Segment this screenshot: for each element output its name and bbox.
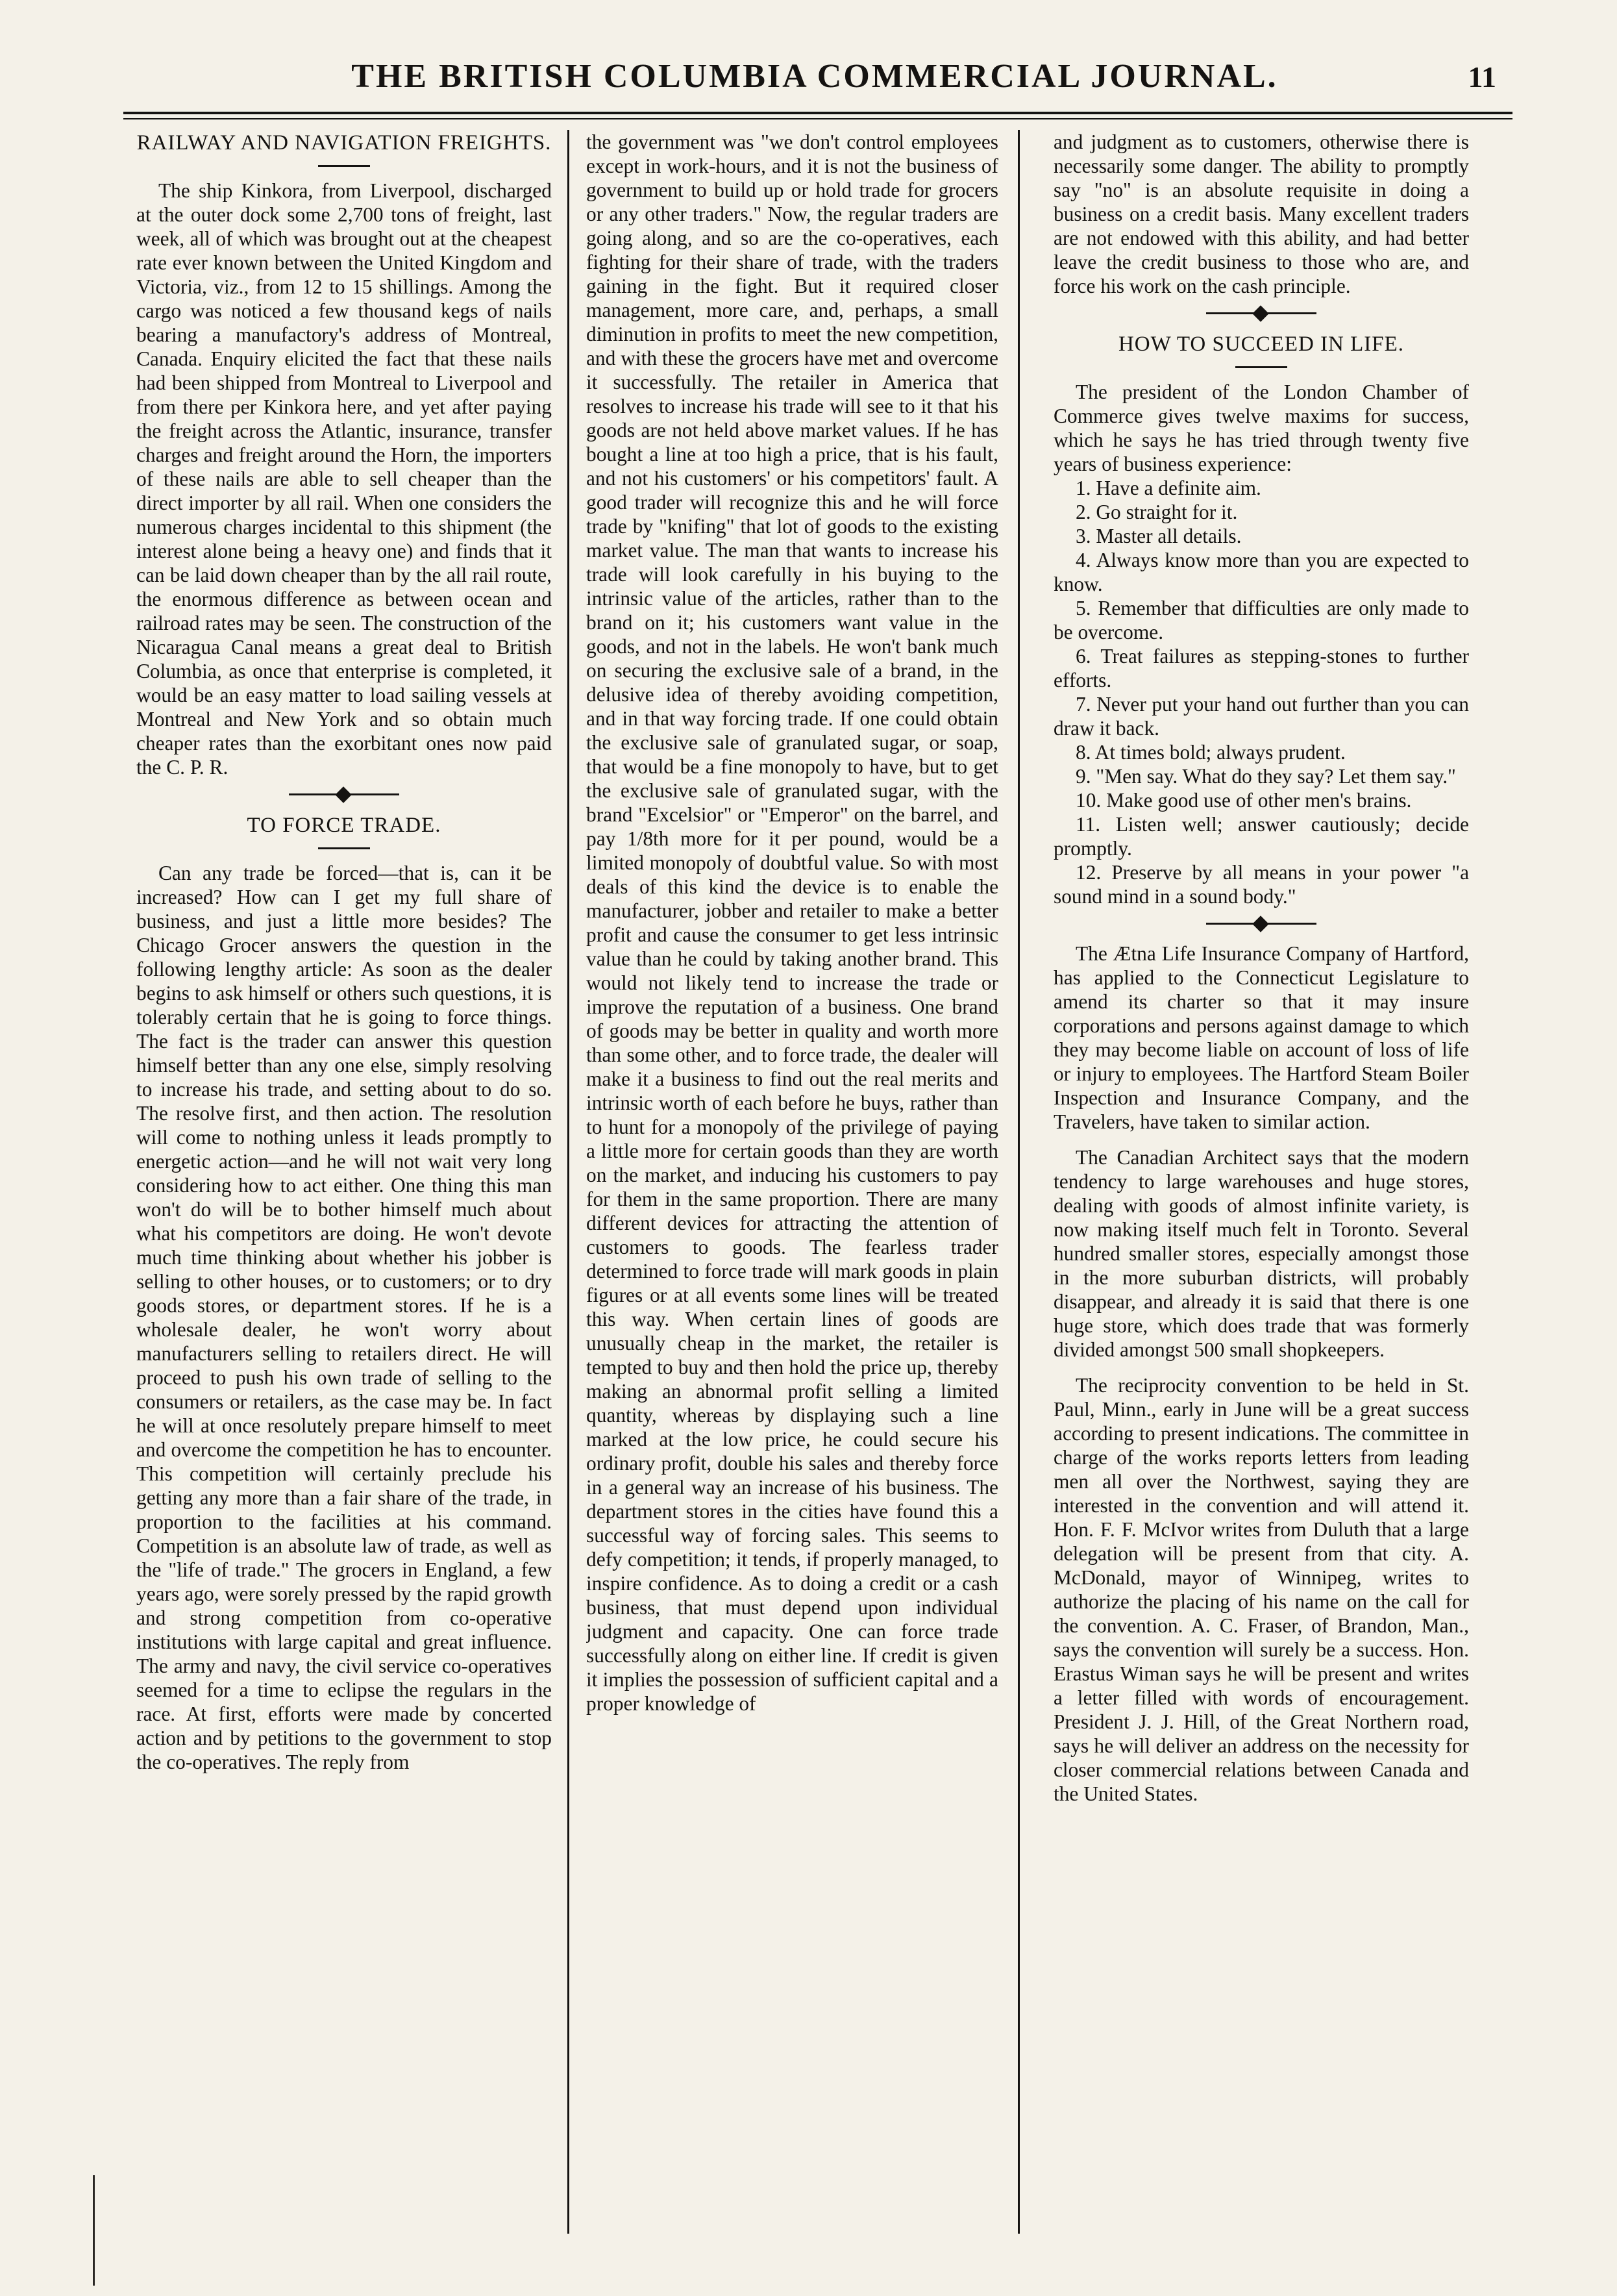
header-rule (123, 112, 1512, 114)
maxim-item: 4. Always know more than you are expected to know. (1054, 549, 1469, 595)
column-3 (1054, 130, 1469, 2201)
page-header (130, 43, 1500, 95)
force-trade-body-end: and judgment as to customers, otherwise there is necessarily some danger. The ability to promptly say "no" is an absolute requisite in doing a business on a credit basis. Many excellent traders are not endowed with this ability, and had better leave the credit business to those who are, and force his work on the cash principle. (1054, 131, 1469, 297)
maxim-item: 10. Make good use of other men's brains. (1076, 789, 1412, 812)
maxim-item: 5. Remember that difficulties are only made to be overcome. (1054, 597, 1469, 643)
force-trade-body: Can any trade be forced—that is, can it be increased? How can I get my full share of business, and just a little more besides? The Chicago Grocer answers the question in the following lengthy article: As soon as the dealer begins to ask himself or others such questions, it is tolerably certain that he is going to force things. The fact is the trader can answer this question himself better than any one else, simply resolving to increase his trade, and setting about to do so. The resolve first, and then action. The resolution will come to nothing unless it leads promptly to energetic action—and he will not wait very long considering how to act either. One thing this man won't do will be to bother himself much about what his competitors are doing. He won't devote much time thinking about whether his jobber is selling to other houses, or to customers; or to dry goods stores, or department stores. If he is a wholesale dealer, he won't worry about manufacturers selling to retailers direct. He will proceed to push his own trade of selling to the consumers or retailers, as the case may be. In fact he will at once resolutely prepare himself to meet and overcome the competition he has to encounter. This competition will certainly preclude his getting any more than a fair share of the trade, in proportion to the facilities at his command. Competition is an absolute law of trade, as well as the "life of trade." The grocers in England, a few years ago, were sorely pressed by the rapid growth and strong competition from co-operative institutions with large capital and great influence. The army and navy, the civil service co-operatives seemed for a time to eclipse the regulars in the race. At first, efforts were made by concerted action and by petitions to the government to stop the co-operatives. The reply from (136, 862, 552, 1773)
maxim-item: 11. Listen well; answer cautiously; decide promptly. (1054, 813, 1469, 860)
heading-dash (1235, 366, 1287, 368)
article-separator (1206, 312, 1316, 314)
aetna-body: The Ætna Life Insurance Company of Hartford, has applied to the Connecticut Legislature to amend its charter so that it may insure corporations and persons against damage to which they may become liable on account of loss of life or injury to employees. The Hartford Steam Boiler Inspection and Insurance Company, and the Travelers, have taken to similar action. (1054, 942, 1469, 1133)
succeed-intro: The president of the London Chamber of Commerce gives twelve maxims for success, which he says he has tried through twenty five years of business experience: (1054, 381, 1469, 475)
column-divider (1018, 130, 1020, 2234)
reciprocity-body: The reciprocity convention to be held in St. Paul, Minn., early in June will be a great success according to present indications. The committee in charge of the works reports letters from leading men all over the Northwest, saying they are interested in the convention and will attend it. Hon. F. F. McIvor writes from Duluth that a large delegation will be present from that city. A. McDonald, mayor of Winnipeg, writes to authorize the placing of his name on the call for the convention. A. C. Fraser, of Brandon, Man., says the convention will surely be a success. Hon. Erastus Wiman says he will be present and writes a letter filled with words of encouragement. President J. J. Hill, of the Great Northern road, says he will deliver an address on the necessity for closer commercial relations between Canada and the United States. (1054, 1374, 1469, 1805)
maxim-item: 12. Preserve by all means in your power "a sound mind in a sound body." (1054, 861, 1469, 908)
maxim-item: 3. Master all details. (1076, 525, 1242, 547)
architect-body: The Canadian Architect says that the modern tendency to large warehouses and huge stores, dealing with goods of almost infinite variety, is now making itself much felt in Toronto. Several hundred smaller stores, especially amongst those in the more suburban districts, will probably disappear, and already it is said that there is one huge store, which does trade that was formerly divided amongst 500 small shopkeepers. (1054, 1146, 1469, 1361)
force-trade-heading: TO FORCE TRADE. (247, 814, 441, 837)
maxim-item: 1. Have a definite aim. (1076, 477, 1261, 499)
maxim-item: 6. Treat failures as stepping-stones to further efforts. (1054, 645, 1469, 692)
column-2 (586, 130, 998, 2201)
journal-title: THE BRITISH COLUMBIA COMMERCIAL JOURNAL. (351, 58, 1278, 95)
header-rule-thin (123, 118, 1512, 119)
page-number: 11 (1468, 60, 1496, 94)
heading-dash (318, 165, 370, 167)
succeed-heading: HOW TO SUCCEED IN LIFE. (1118, 332, 1405, 356)
maxim-item: 8. At times bold; always prudent. (1076, 741, 1346, 764)
article-separator (289, 793, 399, 795)
railway-body: The ship Kinkora, from Liverpool, discharged at the outer dock some 2,700 tons of freight, last week, all of which was brought out at the cheapest rate ever known between the United Kingdom and Victoria, viz., from 12 to 15 shillings. Among the cargo was noticed a few thousand kegs of nails bearing a manufactory's address of Montreal, Canada. Enquiry elicited the fact that these nails had been shipped from Montreal to Liverpool and from there per Kinkora here, and yet after paying the freight across the Atlantic, insurance, transfer charges and freight around the Horn, the importers of these nails are able to sell cheaper than the direct importer by all rail. When one considers the numerous charges incidental to this shipment (the interest alone being a heavy one) and finds that it can be laid down cheaper than by the all rail route, the enormous difference as between ocean and railroad rates may be seen. The construction of the Nicaragua Canal means a great deal to British Columbia, as once that enterprise is completed, it would be an easy matter to load sailing vessels at Montreal and New York and so obtain much cheaper rates than the exorbitant ones now paid the C. P. R. (136, 179, 552, 779)
article-separator (1206, 923, 1316, 925)
force-trade-body-continued: the government was "we don't control employees except in work-hours, and it is not the business of government to build up or hold trade for grocers or any other traders." Now, the regular traders are going along, and so are the co-operatives, each fighting for their share of trade, with the traders gaining in the fight. But it required closer management, more care, and, perhaps, a small diminution in profits to meet the new competition, and with these the grocers have met and overcome it successfully. The retailer in America that resolves to increase his trade will see to it that his goods are not held above market values. If he has bought a line at too high a price, that is his fault, and not his customers' or his competitors' fault. A good trader will recognize this and he will force trade by "knifing" that lot of goods to the existing market value. The man that wants to increase his trade will look carefully in his buying to the intrinsic value of the articles, rather than to the brand on it; his customers want value in the goods, and not in the labels. He won't bank much on securing the exclusive sale of a brand, in the delusive idea of thereby avoiding competition, and in that way forcing trade. If one could obtain the exclusive sale of granulated sugar, or soap, that would be a fine monopoly to have, but to get the exclusive sale of granulated sugar, with the brand "Excelsior" or "Emperor" on the barrel, and pay 1/8th more for it per pound, would be a limited monopoly of doubtful value. So with most deals of this kind the device is to enable the manufacturer, jobber and retailer to make a better profit and cause the consumer to get less intrinsic value than he could by taking another brand. This would not likely tend to increase the trade or improve the reputation of a business. One brand of goods may be better in quality and worth more than some other, and to force trade, the dealer will make it a business to find out the real merits and intrinsic worth of each before he buys, rather than to hunt for a monopoly of the privilege of paying a little more for certain goods than they are worth on the market, and inducing his customers to pay for them in the same proportion. There are many different devices for attracting the attention of customers to goods. The fearless trader determined to force trade will mark goods in plain figures or at all events some lines will be treated this way. When certain lines of goods are unusually cheap in the market, the retailer is tempted to buy and then hold the price up, thereby making an abnormal profit selling a limited quantity, whereas by displaying such a line marked at the low price, he could secure his ordinary profit, double his sales and thereby force in a general way an increase of his business. The department stores in the cities have found this a successful way of forcing sales. This seems to defy competition; it tends, if properly managed, to inspire confidence. As to doing a credit or a cash business, that must depend upon individual judgment and capacity. One can force trade successfully along on either line. If credit is given it implies the possession of sufficient capital and a proper knowledge of (586, 131, 998, 1715)
maxim-item: 9. "Men say. What do they say? Let them say." (1076, 765, 1456, 788)
railway-heading: RAILWAY AND NAVIGATION FREIGHTS. (136, 131, 552, 155)
heading-dash (318, 847, 370, 849)
column-divider (567, 130, 569, 2234)
margin-mark (93, 2175, 95, 2286)
maxims-list (1054, 476, 1469, 908)
column-1 (136, 130, 552, 2201)
maxim-item: 2. Go straight for it. (1076, 501, 1238, 523)
maxim-item: 7. Never put your hand out further than you can draw it back. (1054, 693, 1469, 740)
